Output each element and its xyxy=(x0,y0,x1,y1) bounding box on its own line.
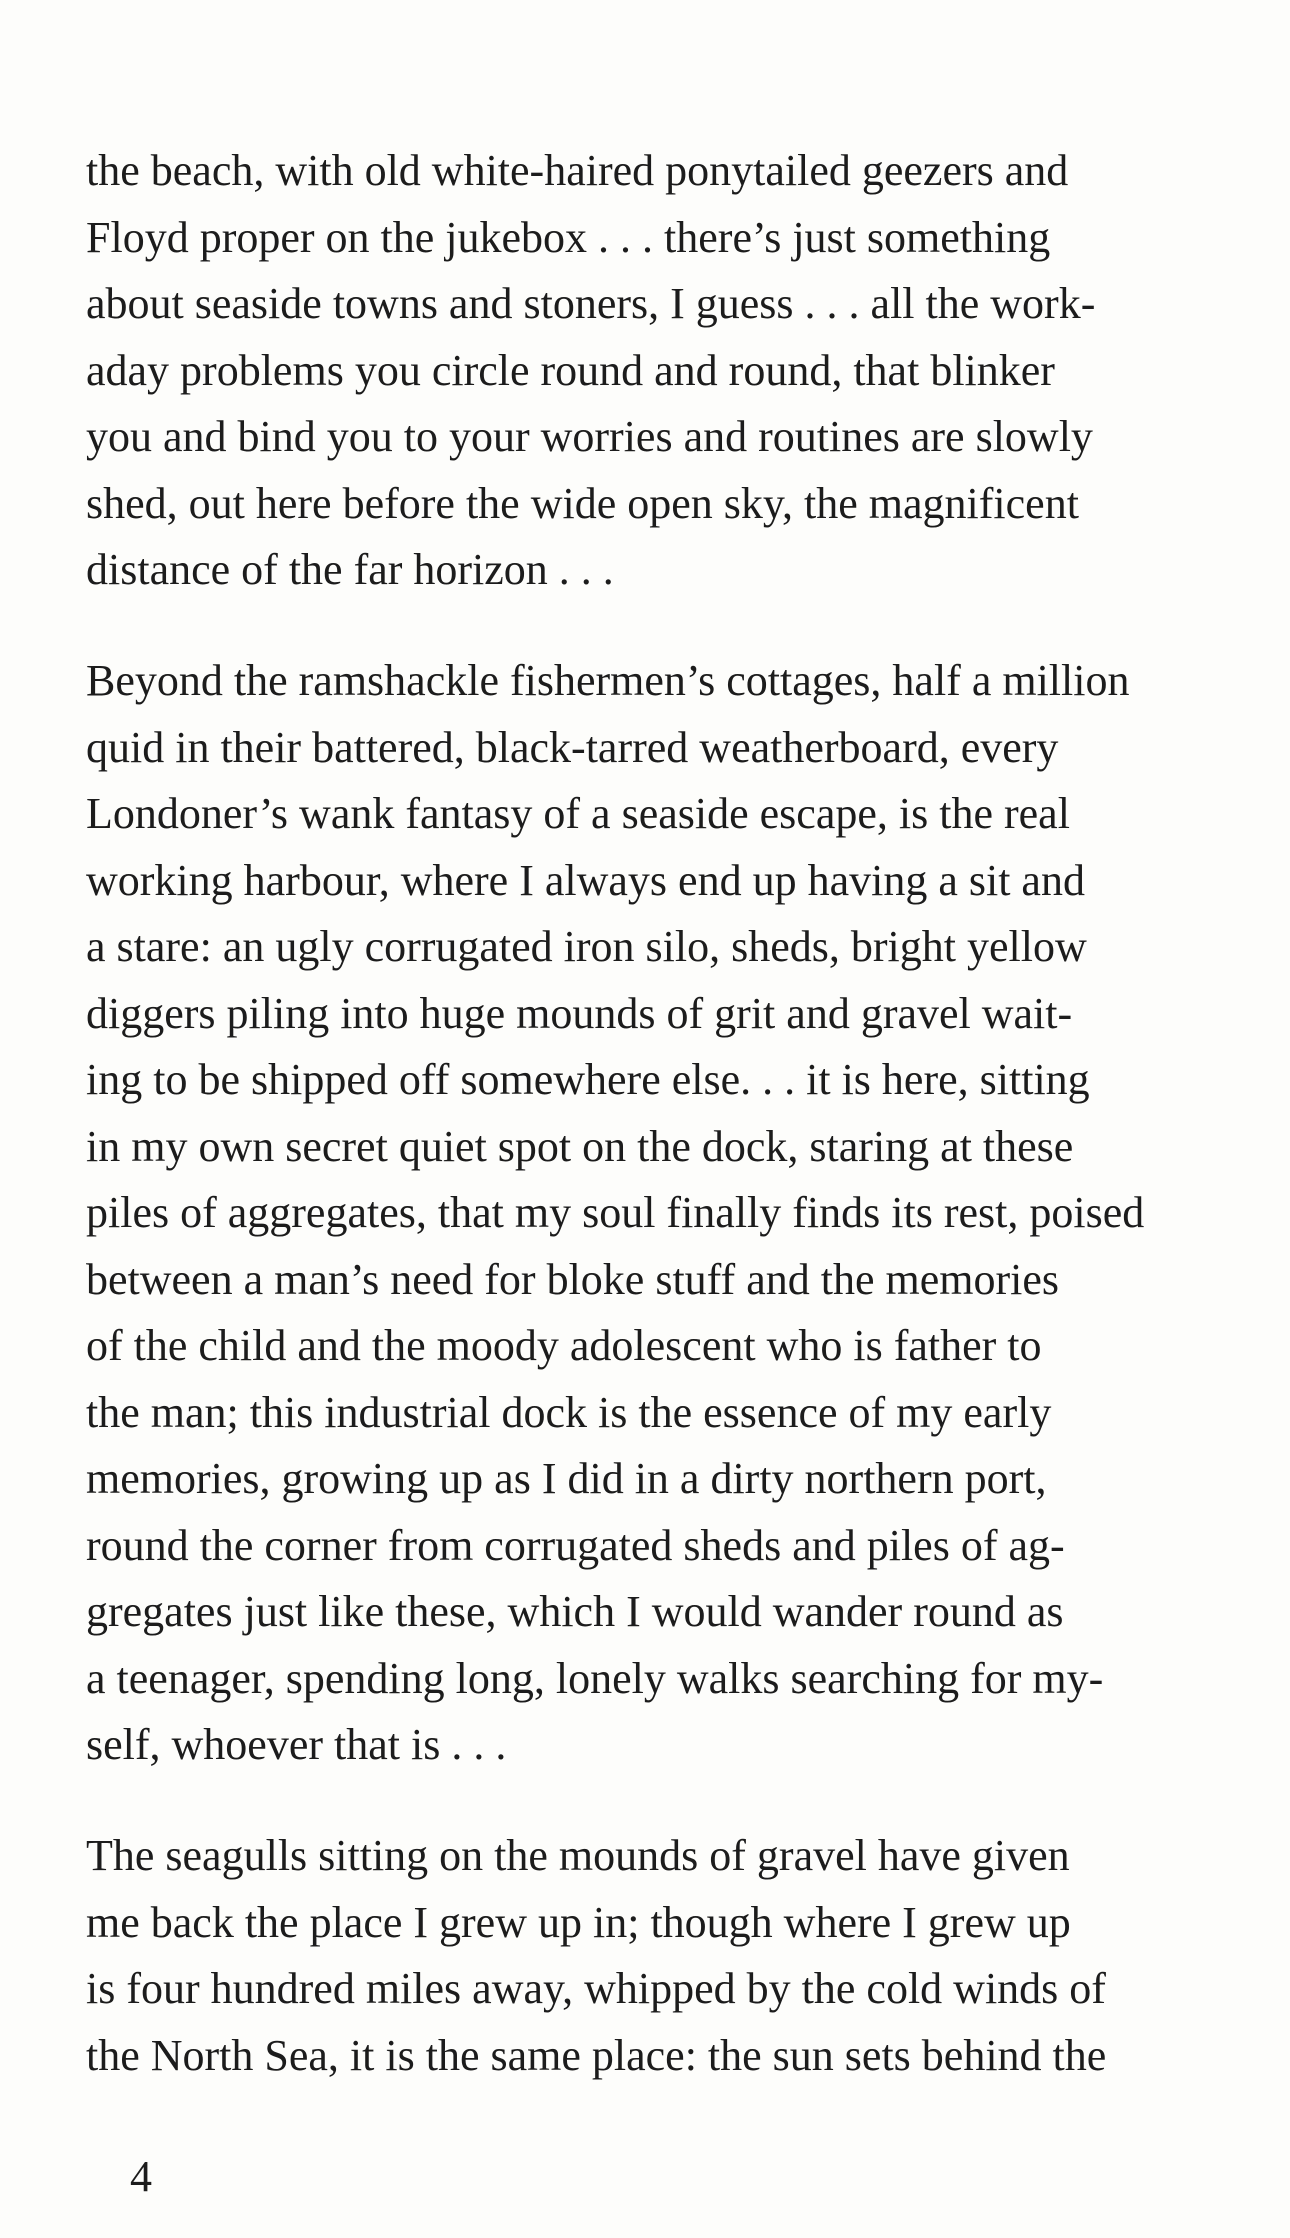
paragraph-1 xyxy=(86,138,1210,604)
text-line: gregates just like these, which I would wander round as xyxy=(86,1587,1064,1636)
text-line: of the child and the moody adolescent who is father to xyxy=(86,1321,1042,1370)
text-line: aday problems you circle round and round, that blinker xyxy=(86,345,1055,395)
text-line: diggers piling into huge mounds of grit and gravel wait- xyxy=(86,988,1073,1038)
text-line: Beyond the ramshackle fishermen’s cottages, half a million xyxy=(86,656,1130,705)
text-line: ing to be shipped off somewhere else. . . it is here, sitting xyxy=(86,1055,1090,1104)
text-line: me back the place I grew up in; though where I grew up xyxy=(86,1897,1071,1947)
paragraph-3 xyxy=(86,1823,1210,2089)
text-line: in my own secret quiet spot on the dock, staring at these xyxy=(86,1121,1074,1171)
text-line: you and bind you to your worries and routines are slowly xyxy=(86,412,1093,461)
text-line: Londoner’s wank fantasy of a seaside escape, is the real xyxy=(86,789,1070,838)
text-line: the North Sea, it is the same place: the sun sets behind the xyxy=(86,2030,1107,2080)
text-line: memories, growing up as I did in a dirty northern port, xyxy=(86,1454,1047,1503)
text-line: working harbour, where I always end up having a sit and xyxy=(86,855,1085,905)
text-line: Floyd proper on the jukebox . . . there’s just something xyxy=(86,212,1051,262)
paragraph-2 xyxy=(86,648,1210,1779)
text-line: the man; this industrial dock is the essence of my early xyxy=(86,1387,1052,1437)
text-line: about seaside towns and stoners, I guess . . . all the work- xyxy=(86,279,1096,328)
text-line: The seagulls sitting on the mounds of gravel have given xyxy=(86,1831,1070,1880)
text-line: the beach, with old white-haired ponytailed geezers and xyxy=(86,146,1069,195)
text-line: shed, out here before the wide open sky, the magnificent xyxy=(86,478,1079,528)
text-line: round the corner from corrugated sheds and piles of ag- xyxy=(86,1520,1065,1570)
text-line: between a man’s need for bloke stuff and the memories xyxy=(86,1254,1059,1304)
text-line: distance of the far horizon . . . xyxy=(86,545,614,594)
text-line: quid in their battered, black-tarred weatherboard, every xyxy=(86,722,1059,772)
text-line: a teenager, spending long, lonely walks searching for my- xyxy=(86,1653,1104,1703)
text-line: is four hundred miles away, whipped by the cold winds of xyxy=(86,1964,1106,2013)
text-line: a stare: an ugly corrugated iron silo, sheds, bright yellow xyxy=(86,922,1087,971)
page-number: 4 xyxy=(130,2152,152,2201)
text-line: self, whoever that is . . . xyxy=(86,1720,507,1769)
text-line: piles of aggregates, that my soul finally finds its rest, poised xyxy=(86,1188,1145,1237)
